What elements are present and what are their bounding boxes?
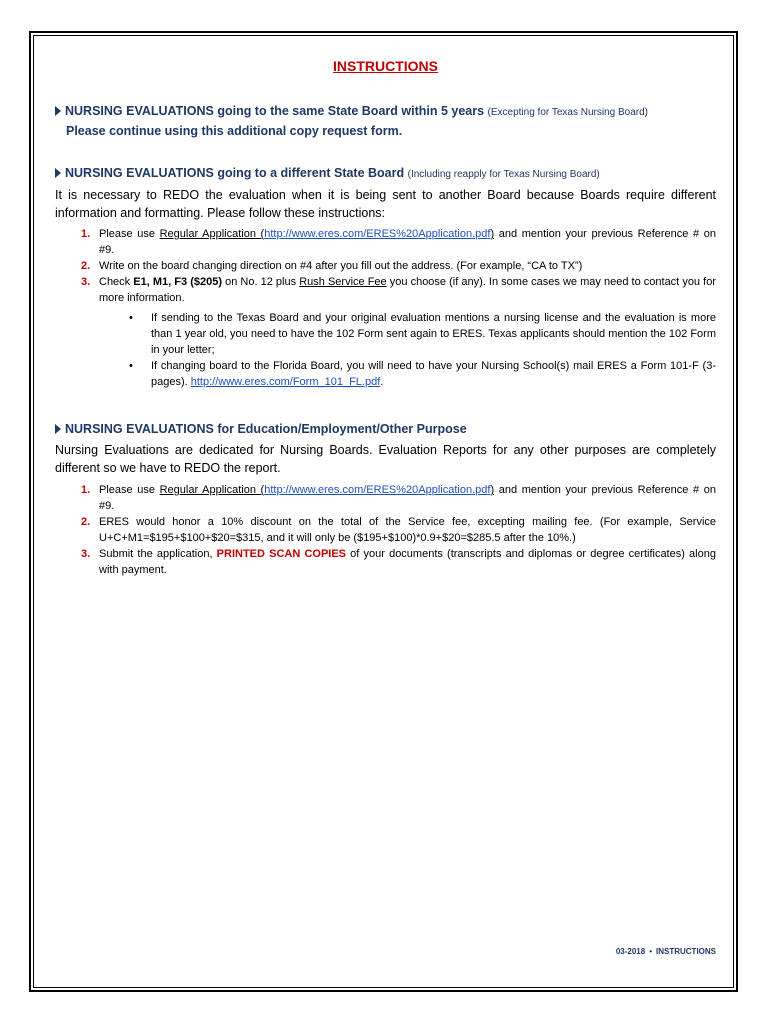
bullet-text: If changing board to the Florida Board, you will need to have your Nursing School(s) mail ERES a Form 101-F (3-pages). bbox=[151, 360, 716, 388]
footer-date: 03-2018 bbox=[615, 947, 646, 956]
item-text: Submit the application, bbox=[99, 548, 217, 560]
list-number: 2. bbox=[81, 260, 91, 272]
section2-paragraph: It is necessary to REDO the evaluation when it is being sent to another Board because Boards require different information and formatting. Please follow these instructions: bbox=[55, 188, 716, 220]
bullet-item bbox=[129, 310, 716, 358]
item-text: on No. 12 plus bbox=[222, 276, 300, 288]
section1-heading-text: NURSING EVALUATIONS going to the same State Board within 5 years bbox=[65, 104, 485, 118]
regular-application-link[interactable]: Regular Application bbox=[159, 228, 256, 240]
list-item bbox=[55, 274, 716, 306]
section2-heading bbox=[55, 166, 600, 180]
section1-subline: Please continue using this additional copy request form. bbox=[66, 124, 403, 138]
regular-application-link[interactable]: Regular Application bbox=[159, 484, 256, 496]
bullet-dot-icon: • bbox=[129, 312, 133, 324]
service-codes: E1, M1, F3 ($205) bbox=[133, 276, 222, 288]
item-text: Check bbox=[99, 276, 134, 288]
application-pdf-link[interactable]: http://www.eres.com/ERES%20Application.pdf bbox=[264, 228, 491, 240]
item-text: Please use bbox=[99, 228, 160, 240]
list-item bbox=[55, 546, 716, 578]
page-title: INSTRUCTIONS bbox=[333, 58, 438, 74]
list-number: 3. bbox=[81, 276, 91, 288]
page-footer bbox=[616, 947, 716, 956]
footer-separator: • bbox=[649, 947, 652, 956]
item-text: and mention your previous Reference # on #9. bbox=[99, 484, 716, 512]
section2-bullets bbox=[55, 310, 716, 390]
section2-list bbox=[55, 226, 716, 390]
form-101-link[interactable]: http://www.eres.com/Form_101_FL.pdf bbox=[190, 376, 381, 388]
section1-heading bbox=[55, 104, 648, 118]
item-text: and mention your previous Reference # on #9. bbox=[99, 228, 716, 256]
triangle-bullet-icon bbox=[55, 106, 61, 116]
section3-paragraph: Nursing Evaluations are dedicated for Nursing Boards. Evaluation Reports for any other purposes are completely different so we have to REDO the report. bbox=[55, 443, 716, 475]
item-text: ERES would honor a 10% discount on the total of the Service fee, excepting mailing fee. (For example, Service U+C+M1=$195+$100+$20=$315, and it will only be ($195+$100)*0.9+$20=$285.5 after the 10%.) bbox=[99, 516, 716, 544]
bullet-text: . bbox=[380, 376, 384, 388]
list-number: 1. bbox=[81, 228, 91, 240]
list-item bbox=[55, 258, 716, 274]
section1-note: (Excepting for Texas Nursing Board) bbox=[487, 107, 648, 118]
list-number: 1. bbox=[81, 484, 91, 496]
rush-service-fee: Rush Service Fee bbox=[299, 276, 387, 288]
bullet-item bbox=[129, 358, 716, 390]
footer-label: INSTRUCTIONS bbox=[656, 947, 716, 956]
triangle-bullet-icon bbox=[55, 168, 61, 178]
triangle-bullet-icon bbox=[55, 424, 61, 434]
bullet-dot-icon: • bbox=[129, 360, 133, 372]
list-item bbox=[55, 514, 716, 546]
section2-heading-text: NURSING EVALUATIONS going to a different State Board bbox=[65, 166, 405, 180]
list-number: 3. bbox=[81, 548, 91, 560]
item-text: Please use bbox=[99, 484, 160, 496]
section3-heading bbox=[55, 422, 467, 436]
printed-scan-copies: PRINTED SCAN COPIES bbox=[216, 548, 347, 560]
item-text: of your documents (transcripts and diplomas or degree certificates) along with payment. bbox=[99, 548, 716, 576]
bullet-text: If sending to the Texas Board and your original evaluation mentions a nursing license and the evaluation is more than 1 year old, you need to have the 102 Form sent again to ERES. Texas applicants should mention the 102 Form in your letter; bbox=[151, 312, 716, 356]
application-pdf-link[interactable]: http://www.eres.com/ERES%20Application.pdf bbox=[264, 484, 491, 496]
section3-list bbox=[55, 482, 716, 578]
list-item: 1. Please use Regular Application (http://www.eres.com/ERES%20Application.pdf) and mention your previous Reference # on #9. bbox=[81, 484, 716, 512]
item-text: Write on the board changing direction on #4 after you fill out the address. (For example, “CA to TX”) bbox=[99, 260, 583, 272]
item-text: you choose (if any). In some cases we may need to contact you for more information. bbox=[99, 276, 716, 304]
section3-heading-text: NURSING EVALUATIONS for Education/Employment/Other Purpose bbox=[65, 422, 467, 436]
list-item: 1. Please use Regular Application (http://www.eres.com/ERES%20Application.pdf) and mention your previous Reference # on #9. bbox=[81, 228, 716, 256]
list-number: 2. bbox=[81, 516, 91, 528]
section2-note: (Including reapply for Texas Nursing Board) bbox=[407, 169, 600, 180]
